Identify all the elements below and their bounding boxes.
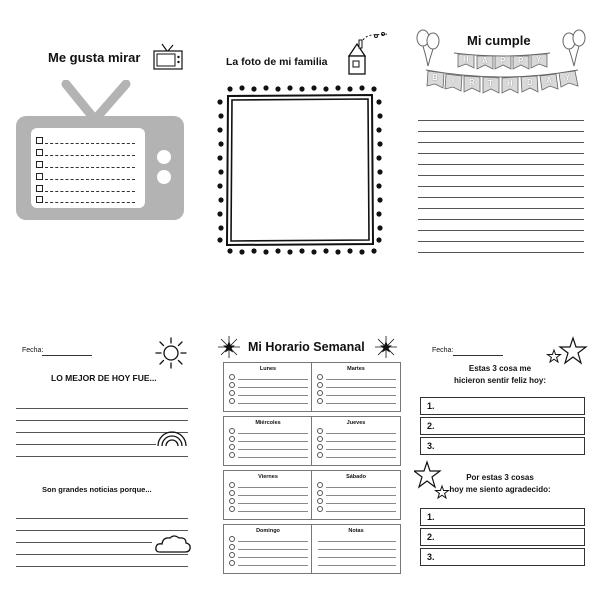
day-name: Jueves [346,420,366,426]
checkbox[interactable] [36,161,43,168]
answer-field-6[interactable] [420,548,585,566]
task-line [238,457,308,458]
task-circle[interactable] [317,506,323,512]
answer-field-5[interactable] [420,528,585,546]
task-circle[interactable] [229,506,235,512]
balloon-left-icon [414,28,442,68]
checklist-line [45,202,135,203]
banner-letter: P [518,56,524,65]
task-circle[interactable] [229,490,235,496]
rainbow-icon [156,424,188,448]
star-burst-right-icon [375,336,397,358]
house-icon [345,30,390,78]
writing-line [418,186,584,187]
writing-line [418,241,584,242]
banner-letter: B [432,73,438,82]
writing-line [418,230,584,231]
answer-number: 3. [427,552,435,562]
best-of-day-title: LO MEJOR DE HOY FUE... [51,373,157,383]
panel-gratitude [400,300,600,600]
task-line [238,549,308,550]
notes-line [318,557,396,558]
writing-line [16,542,152,543]
writing-line [16,408,188,409]
task-circle[interactable] [317,382,323,388]
answer-field-1[interactable] [420,397,585,415]
small-tv-icon [152,42,184,72]
banner-letter: A [546,76,552,85]
task-line [326,379,396,380]
task-circle[interactable] [229,428,235,434]
date-field[interactable] [453,355,503,356]
task-line [238,379,308,380]
task-circle[interactable] [317,444,323,450]
task-circle[interactable] [229,560,235,566]
task-circle[interactable] [229,544,235,550]
task-circle[interactable] [229,498,235,504]
balloon-right-icon [560,28,588,68]
banner-letter: H [507,79,513,88]
banner-letter: P [500,56,506,65]
writing-line [418,208,584,209]
task-line [238,449,308,450]
writing-line [16,518,188,519]
task-line [238,441,308,442]
task-circle[interactable] [317,390,323,396]
panel-weekly-schedule [200,300,400,600]
task-line [238,511,308,512]
day-block-jueves[interactable] [311,416,401,466]
task-circle[interactable] [229,436,235,442]
gratitude-q1-line1: Estas 3 cosa me [468,364,532,373]
task-circle[interactable] [317,428,323,434]
task-circle[interactable] [317,482,323,488]
task-line [238,503,308,504]
task-circle[interactable] [317,436,323,442]
day-block-miercoles[interactable] [223,416,313,466]
writing-line [16,530,188,531]
banner-letter: A [482,56,488,65]
day-block-martes[interactable] [311,362,401,412]
task-line [238,541,308,542]
banner-letter: R [469,78,475,87]
notes-line [318,565,396,566]
writing-line [16,566,188,567]
notes-line [318,541,396,542]
writing-line [418,197,584,198]
date-label: Fecha: [432,347,454,354]
writing-line [418,153,584,154]
answer-field-2[interactable] [420,417,585,435]
checkbox[interactable] [36,185,43,192]
answer-field-4[interactable] [420,508,585,526]
day-name: Viernes [258,474,278,480]
gratitude-q2-line2: hoy me siento agradecido: [449,485,551,494]
day-block-notas[interactable] [311,524,401,574]
day-block-domingo[interactable] [223,524,313,574]
banner-letter: D [527,78,533,87]
answer-number: 2. [427,421,435,431]
task-circle[interactable] [317,498,323,504]
task-circle[interactable] [229,536,235,542]
answer-field-3[interactable] [420,437,585,455]
day-name: Miércoles [255,420,281,426]
task-circle[interactable] [229,482,235,488]
task-line [238,433,308,434]
family-title: La foto de mi familia [226,56,328,68]
writing-line [418,120,584,121]
stars-bottom-icon [414,460,454,504]
star-burst-left-icon [218,336,240,358]
checkbox[interactable] [36,173,43,180]
task-line [238,557,308,558]
writing-line [418,131,584,132]
task-line [238,387,308,388]
best-of-day-subtitle: Son grandes noticias porque... [42,485,152,494]
gratitude-q2-line1: Por estas 3 cosas [466,473,534,482]
banner-letter: T [488,79,493,88]
panel-birthday [400,0,600,300]
birthday-banner [424,68,580,98]
task-line [326,403,396,404]
day-block-viernes[interactable] [223,470,313,520]
photo-frame [216,84,384,256]
day-name: Sábado [346,474,366,480]
task-line [238,403,308,404]
date-field[interactable] [42,355,92,356]
birthday-title: Mi cumple [467,33,531,48]
task-circle[interactable] [229,444,235,450]
writing-line [418,252,584,253]
task-circle[interactable] [317,398,323,404]
task-line [238,495,308,496]
task-circle[interactable] [317,452,323,458]
answer-number: 1. [427,512,435,522]
task-line [238,487,308,488]
day-name: Domingo [256,528,280,534]
task-circle[interactable] [229,552,235,558]
checklist-line [45,179,135,180]
banner-letter: Y [565,73,571,82]
tv-title: Me gusta mirar [48,50,141,65]
cloud-icon [154,533,192,555]
panel-tv [0,0,200,300]
task-circle[interactable] [229,452,235,458]
checklist-line [45,167,135,168]
checkbox[interactable] [36,196,43,203]
checklist-line [45,155,135,156]
day-name: Notas [348,528,364,534]
task-line [326,495,396,496]
sun-icon [154,336,188,370]
task-line [326,449,396,450]
task-line [326,395,396,396]
banner-letter: Y [536,55,542,64]
day-name: Lunes [259,366,277,372]
writing-line [16,420,188,421]
day-block-lunes[interactable] [223,362,313,412]
answer-number: 1. [427,401,435,411]
task-line [238,565,308,566]
task-line [326,441,396,442]
task-line [326,511,396,512]
task-line [326,457,396,458]
banner-letter: H [463,55,469,64]
day-name: Martes [347,366,365,372]
checkbox[interactable] [36,149,43,156]
task-circle[interactable] [229,382,235,388]
writing-line [16,456,188,457]
writing-line [16,444,156,445]
writing-line [418,142,584,143]
banner-letter: I [452,76,455,85]
task-circle[interactable] [229,398,235,404]
checkbox[interactable] [36,137,43,144]
schedule-title: Mi Horario Semanal [248,340,365,354]
panel-family-photo [200,0,400,300]
answer-number: 2. [427,532,435,542]
task-circle[interactable] [317,490,323,496]
notes-line [318,549,396,550]
answer-number: 3. [427,441,435,451]
task-line [326,487,396,488]
task-circle[interactable] [317,374,323,380]
day-block-sabado[interactable] [311,470,401,520]
task-line [326,433,396,434]
writing-line [418,219,584,220]
task-circle[interactable] [229,390,235,396]
date-label: Fecha: [22,347,44,354]
task-circle[interactable] [229,374,235,380]
task-line [326,503,396,504]
writing-line [418,164,584,165]
checklist-line [45,143,135,144]
panel-best-of-day [0,300,200,600]
task-line [238,395,308,396]
writing-line [418,175,584,176]
gratitude-q1-line2: hicieron sentir feliz hoy: [453,376,546,385]
task-line [326,387,396,388]
checklist-line [45,191,135,192]
